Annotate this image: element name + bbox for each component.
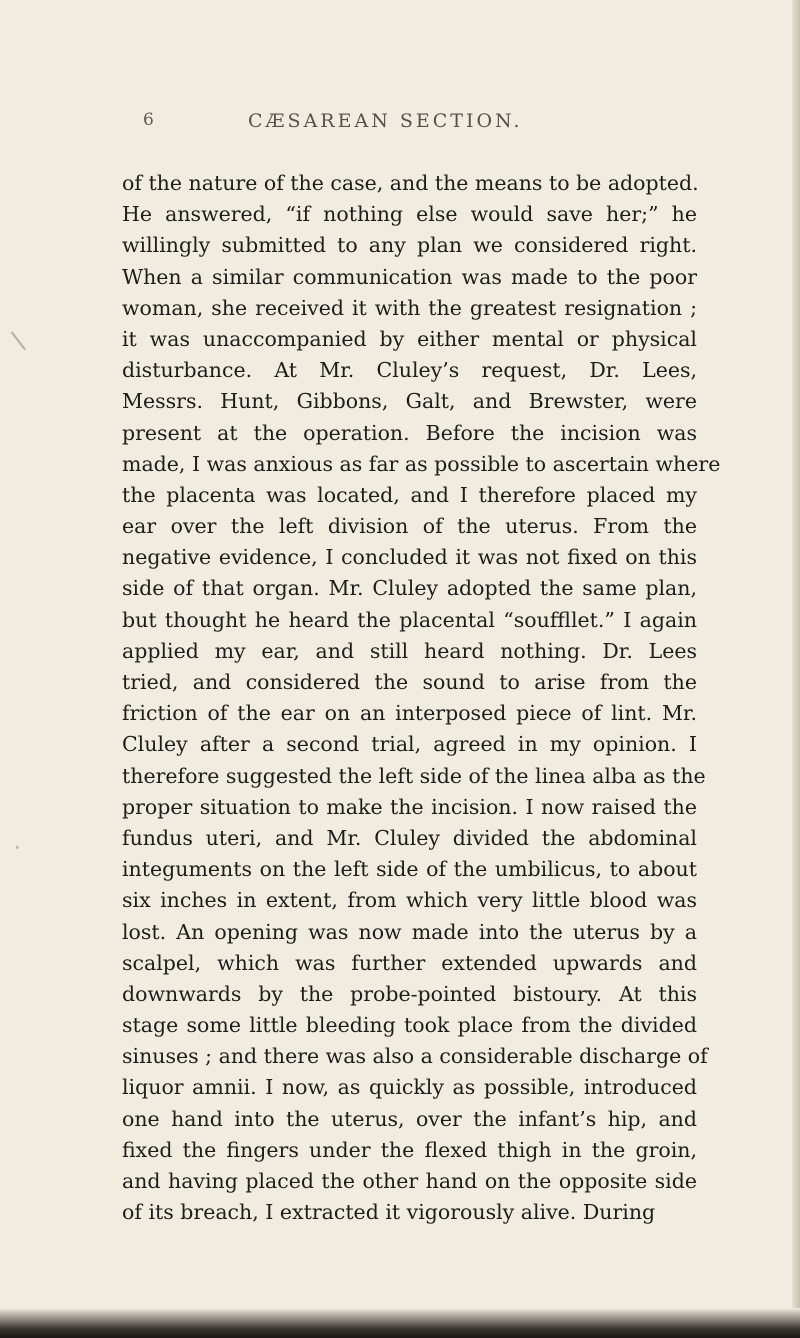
- text-line: and having placed the other hand on the opposite side: [122, 1169, 697, 1193]
- text-line: present at the operation. Before the incision was: [122, 420, 697, 445]
- margin-mark: \: [9, 325, 28, 357]
- page-header: [0, 110, 800, 134]
- text-line: liquor amnii. I now, as quickly as possible, introduced: [122, 1075, 697, 1100]
- text-line: of the nature of the case, and the means to be adopted.: [122, 171, 699, 195]
- text-line: friction of the ear on an interposed piece of lint. Mr.: [122, 701, 697, 726]
- text-line: scalpel, which was further extended upwards and: [122, 950, 697, 975]
- text-line: negative evidence, I concluded it was not fixed on this: [122, 545, 697, 570]
- page-number: 6: [143, 110, 154, 130]
- text-line: made, I was anxious as far as possible to ascertain where: [122, 451, 721, 476]
- text-line: proper situation to make the incision. I now raised the: [122, 794, 697, 819]
- text-line: side of that organ. Mr. Cluley adopted the same plan,: [122, 576, 697, 601]
- text-line: stage some little bleeding took place from the divided: [122, 1013, 697, 1038]
- text-line: Messrs. Hunt, Gibbons, Galt, and Brewster, were: [122, 389, 697, 414]
- text-line: woman, she received it with the greatest resignation ;: [122, 295, 697, 320]
- text-line: of its breach, I extracted it vigorously alive. During: [122, 1200, 656, 1225]
- text-line: one hand into the uterus, over the infant’s hip, and: [122, 1106, 697, 1131]
- text-line: the placenta was located, and I therefore placed my: [122, 482, 697, 507]
- text-line: fixed the fingers under the flexed thigh in the groin,: [122, 1137, 697, 1162]
- text-line: fundus uteri, and Mr. Cluley divided the abdominal: [122, 825, 697, 850]
- text-line: willingly submitted to any plan we considered right.: [122, 233, 697, 258]
- page-edge: [792, 0, 800, 1338]
- text-line: lost. An opening was now made into the uterus by a: [122, 919, 697, 944]
- margin-mark: ·: [11, 835, 24, 862]
- text-line: downwards by the probe-pointed bistoury. At this: [122, 981, 697, 1006]
- text-line: ear over the left division of the uterus. From the: [122, 514, 697, 539]
- text-line: He answered, “if nothing else would save her;” he: [122, 202, 697, 227]
- text-line: therefore suggested the left side of the linea alba as the: [122, 763, 706, 788]
- text-line: tried, and considered the sound to arise from the: [122, 670, 697, 694]
- text-line: disturbance. At Mr. Cluley’s request, Dr. Lees,: [122, 358, 697, 383]
- page-bottom-edge: [0, 1308, 800, 1338]
- running-head: CÆSAREAN SECTION.: [248, 110, 523, 132]
- text-line: but thought he heard the placental “souffllet.” I again: [122, 607, 697, 632]
- text-line: applied my ear, and still heard nothing. Dr. Lees: [122, 638, 697, 663]
- text-line: six inches in extent, from which very little blood was: [122, 888, 697, 913]
- text-line: integuments on the left side of the umbilicus, to about: [122, 857, 697, 882]
- text-line: Cluley after a second trial, agreed in my opinion. I: [122, 732, 697, 757]
- text-line: When a similar communication was made to the poor: [122, 264, 697, 289]
- text-line: sinuses ; and there was also a considerable discharge of: [122, 1044, 708, 1069]
- body-text: [122, 168, 721, 1228]
- text-line: it was unaccompanied by either mental or physical: [122, 326, 697, 351]
